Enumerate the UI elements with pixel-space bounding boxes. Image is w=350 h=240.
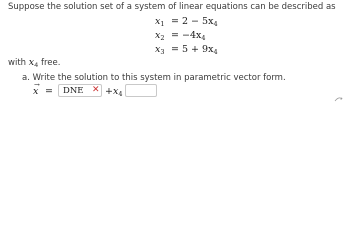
- first-answer-input[interactable]: [58, 84, 102, 97]
- equation-3-rhs: = $5 + 9x_4$: [171, 44, 218, 56]
- first-answer-value: DNE: [63, 86, 84, 96]
- problem-intro: Suppose the solution set of a system of linear equations can be described as: [8, 2, 336, 12]
- vector-arrow: →: [34, 81, 40, 89]
- incorrect-icon: ✕: [92, 85, 100, 95]
- question-a-label: a. Write the solution to this system in parametric vector form.: [22, 73, 286, 83]
- equation-2-lhs: $x_2$: [155, 30, 165, 42]
- equation-2-rhs: = $-4x_4$: [171, 30, 206, 42]
- equation-3: [155, 44, 285, 56]
- second-answer-input[interactable]: [125, 84, 157, 97]
- equation-1: [155, 16, 285, 28]
- equals-sign: =: [45, 86, 53, 97]
- arrow-icon: [334, 95, 344, 103]
- vector-x: → x: [33, 81, 40, 97]
- free-variable-note: with $x_4$ free.: [8, 57, 61, 69]
- equation-2: [155, 30, 285, 42]
- plus-x4-term: $+x_4$: [105, 86, 123, 98]
- equation-3-lhs: $x_3$: [155, 44, 165, 56]
- equation-1-lhs: $x_1$: [155, 16, 165, 28]
- equation-1-rhs: = $2 - 5x_4$: [171, 16, 218, 28]
